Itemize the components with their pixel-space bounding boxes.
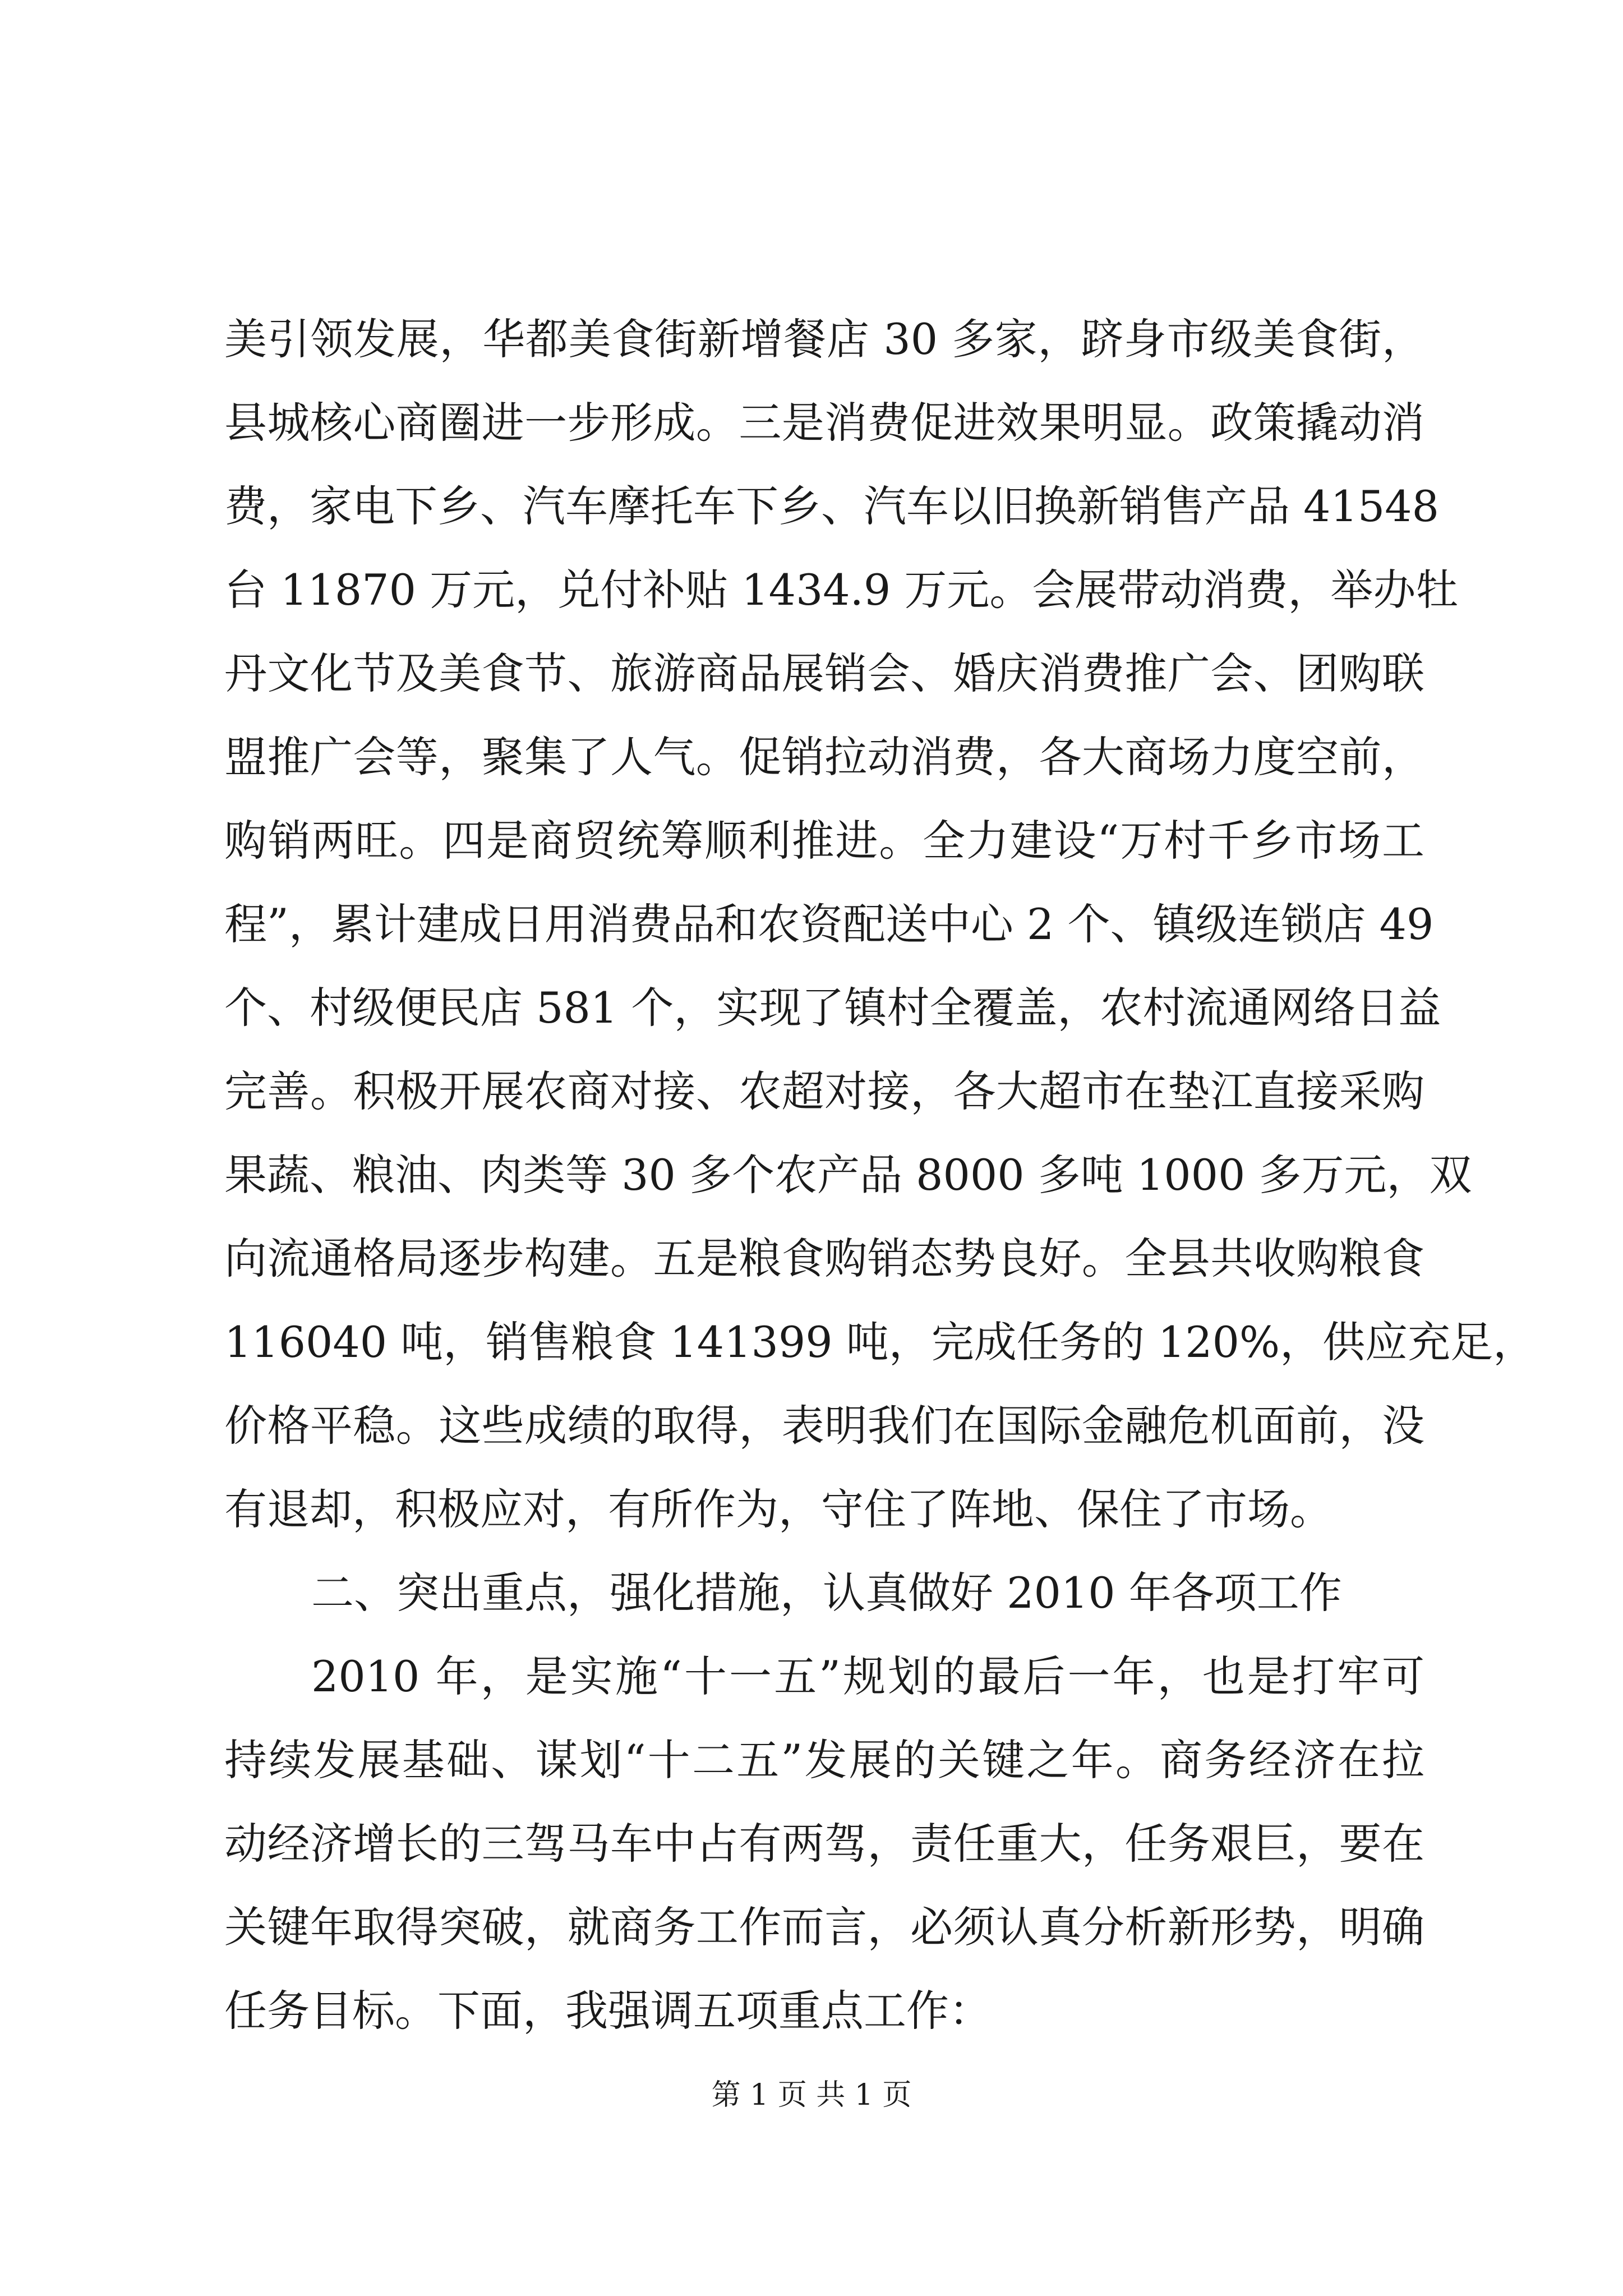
document-body bbox=[224, 297, 1536, 2053]
body-line-1: 美引领发展，华都美食街新增餐店 30 多家，跻身市级美食街， bbox=[224, 314, 1424, 364]
body-line-14: 价格平稳。这些成绩的取得，表明我们在国际金融危机面前，没 bbox=[224, 1401, 1424, 1451]
page-number-label: 第 1 页 共 1 页 bbox=[711, 2078, 912, 2112]
body-line-7: 购销两旺。四是商贸统筹顺利推进。全力建设“万村千乡市场工 bbox=[224, 816, 1424, 866]
body-line-4: 台 11870 万元，兑付补贴 1434.9 万元。会展带动消费，举办牡 bbox=[224, 565, 1459, 615]
page-footer bbox=[0, 2076, 1623, 2115]
body-line-13: 116040 吨，销售粮食 141399 吨，完成任务的 120%，供应充足， bbox=[224, 1317, 1536, 1367]
section-heading: 二、突出重点，强化措施，认真做好 2010 年各项工作 bbox=[311, 1568, 1342, 1618]
body-line-2: 县城核心商圈进一步形成。三是消费促进效果明显。政策撬动消 bbox=[224, 398, 1424, 448]
body-line-6: 盟推广会等，聚集了人气。促销拉动消费，各大商场力度空前， bbox=[224, 732, 1424, 782]
body-line-15: 有退却，积极应对，有所作为，守住了阵地、保住了市场。 bbox=[224, 1484, 1332, 1534]
body-line-11: 果蔬、粮油、肉类等 30 多个农产品 8000 多吨 1000 多万元，双 bbox=[224, 1150, 1472, 1200]
paragraph2-line-5: 任务目标。下面，我强调五项重点工作： bbox=[224, 1986, 992, 2036]
paragraph2-line-3: 动经济增长的三驾马车中占有两驾，责任重大，任务艰巨，要在 bbox=[224, 1819, 1424, 1869]
body-line-3: 费，家电下乡、汽车摩托车下乡、汽车以旧换新销售产品 41548 bbox=[224, 481, 1439, 531]
body-line-9: 个、村级便民店 581 个，实现了镇村全覆盖，农村流通网络日益 bbox=[224, 983, 1441, 1033]
body-line-12: 向流通格局逐步构建。五是粮食购销态势良好。全县共收购粮食 bbox=[224, 1234, 1424, 1283]
paragraph2-line-4: 关键年取得突破，就商务工作而言，必须认真分析新形势，明确 bbox=[224, 1902, 1424, 1952]
body-line-5: 丹文化节及美食节、旅游商品展销会、婚庆消费推广会、团购联 bbox=[224, 648, 1424, 698]
body-line-8: 程”，累计建成日用消费品和农资配送中心 2 个、镇级连锁店 49 bbox=[224, 899, 1434, 949]
body-line-10: 完善。积极开展农商对接、农超对接，各大超市在垫江直接采购 bbox=[224, 1066, 1424, 1116]
paragraph2-line-2: 持续发展基础、谋划“十二五”发展的关键之年。商务经济在拉 bbox=[224, 1735, 1424, 1785]
paragraph2-line-1: 2010 年，是实施“十一五”规划的最后一年，也是打牢可 bbox=[311, 1651, 1424, 1701]
